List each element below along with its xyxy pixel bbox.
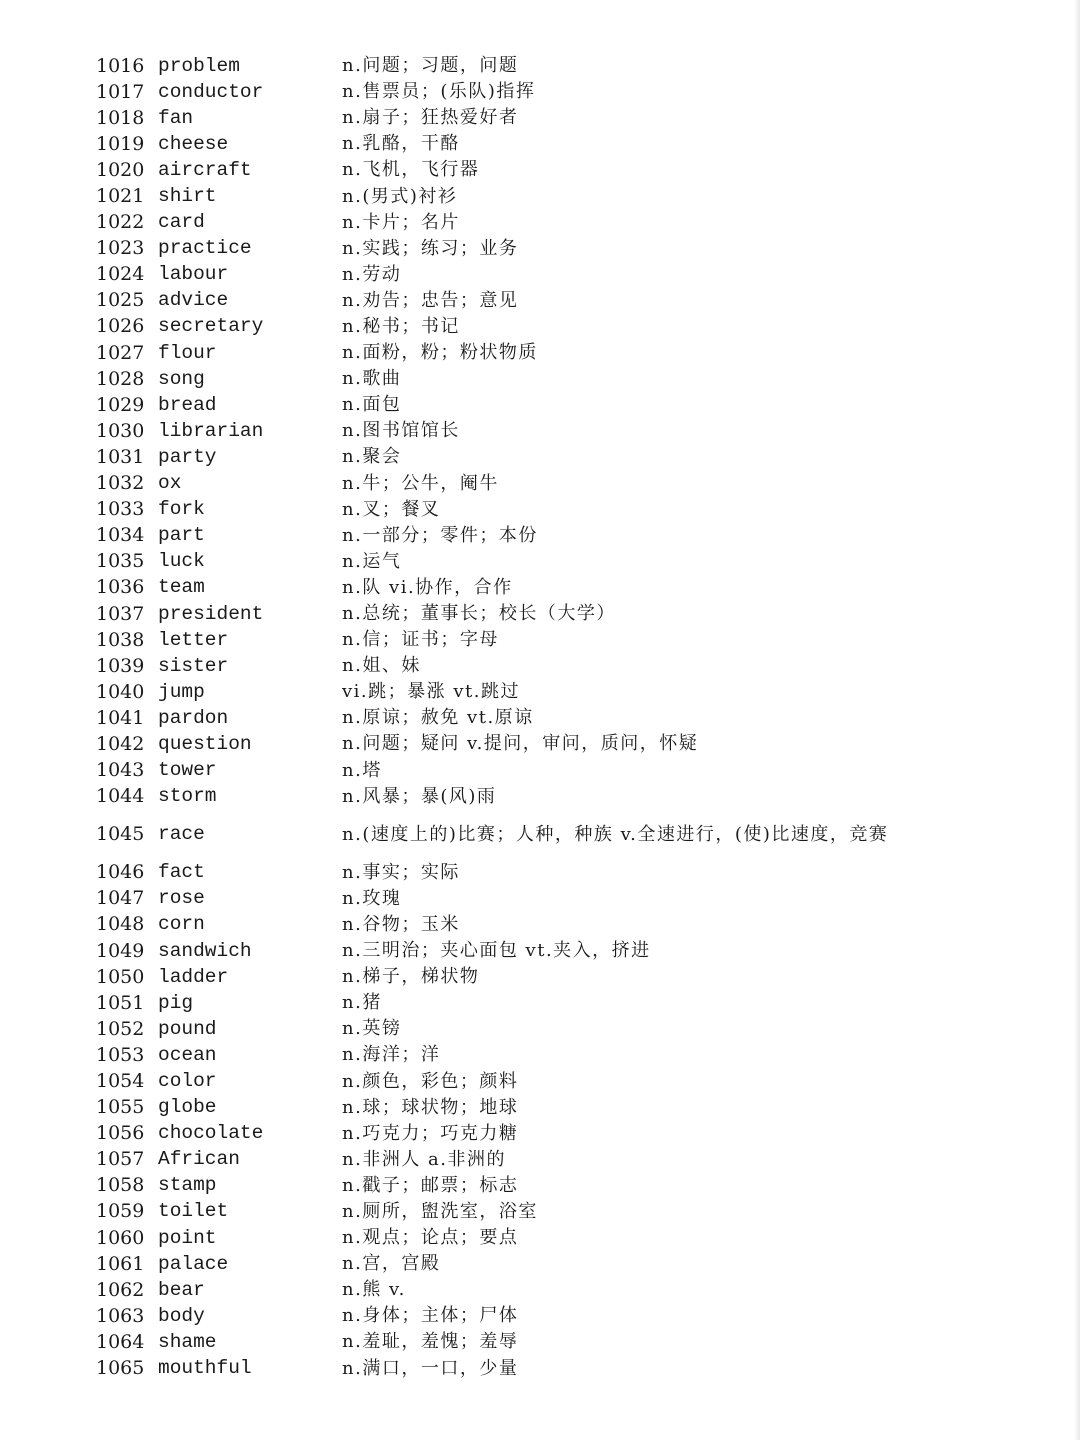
- vocabulary-list: [96, 53, 916, 1382]
- entry-number: 1054: [96, 1070, 145, 1093]
- entry-word: mouthful: [158, 1357, 252, 1380]
- entry-definition: n.实践；练习；业务: [342, 237, 519, 259]
- entry-number: 1019: [96, 132, 145, 155]
- entry-number: 1058: [96, 1174, 145, 1197]
- entry-number: 1051: [96, 991, 145, 1014]
- entry-word: card: [158, 211, 205, 234]
- entry-number: 1057: [96, 1148, 145, 1171]
- entry-number: 1063: [96, 1304, 145, 1327]
- entry-number: 1031: [96, 445, 145, 468]
- entry-number: 1065: [96, 1357, 145, 1380]
- entry-definition: n.巧克力；巧克力糖: [342, 1122, 519, 1144]
- entry-number: 1039: [96, 654, 145, 677]
- vocab-entry-row: [96, 1225, 916, 1251]
- entry-word: secretary: [158, 315, 264, 338]
- vocab-entry-row: [96, 314, 916, 340]
- entry-word: chocolate: [158, 1122, 264, 1145]
- entry-number: 1018: [96, 106, 145, 129]
- vocab-entry-row: [96, 340, 916, 366]
- entry-word: ladder: [158, 965, 229, 988]
- entry-number: 1048: [96, 913, 145, 936]
- entry-definition: n.面包: [342, 394, 402, 416]
- entry-number: 1027: [96, 341, 145, 364]
- entry-word: bread: [158, 393, 217, 416]
- entry-number: 1022: [96, 211, 145, 234]
- vocab-entry-row: [96, 653, 916, 679]
- entry-word: body: [158, 1304, 205, 1327]
- vocab-entry-row: [96, 105, 916, 131]
- entry-number: 1060: [96, 1226, 145, 1249]
- vocab-entry-row: [96, 990, 916, 1016]
- vocab-entry-row: [96, 1068, 916, 1094]
- entry-word: African: [158, 1148, 240, 1171]
- entry-definition: n.扇子；狂热爱好者: [342, 107, 519, 129]
- entry-definition: n.玫瑰: [342, 887, 402, 909]
- entry-number: 1040: [96, 680, 145, 703]
- entry-word: fact: [158, 861, 205, 884]
- entry-word: tower: [158, 759, 217, 782]
- entry-word: cheese: [158, 132, 229, 155]
- entry-number: 1045: [96, 823, 145, 846]
- entry-definition: n.牛；公牛，阉牛: [342, 472, 499, 494]
- entry-number: 1032: [96, 472, 145, 495]
- entry-number: 1035: [96, 550, 145, 573]
- entry-number: 1017: [96, 80, 145, 103]
- vocab-entry-row: [96, 210, 916, 236]
- entry-definition: n.宫，宫殿: [342, 1253, 441, 1275]
- entry-definition: n.面粉，粉；粉状物质: [342, 342, 538, 364]
- entry-definition: n.飞机，飞行器: [342, 159, 480, 181]
- entry-definition: n.身体；主体；尸体: [342, 1305, 519, 1327]
- vocab-entry-row: [96, 731, 916, 757]
- entry-word: party: [158, 445, 217, 468]
- entry-word: toilet: [158, 1200, 229, 1223]
- entry-definition: n.聚会: [342, 446, 402, 468]
- entry-definition: n.(男式)衬衫: [342, 185, 458, 207]
- entry-number: 1026: [96, 315, 145, 338]
- vocab-entry-row: [96, 1199, 916, 1225]
- entry-word: labour: [158, 263, 229, 286]
- entry-definition: n.厕所，盥洗室，浴室: [342, 1200, 538, 1222]
- entry-definition: n.谷物；玉米: [342, 913, 460, 935]
- vocab-entry-row: [96, 418, 916, 444]
- entry-word: librarian: [158, 419, 264, 442]
- entry-number: 1059: [96, 1200, 145, 1223]
- entry-definition: n.信；证书；字母: [342, 629, 499, 651]
- entry-word: conductor: [158, 80, 264, 103]
- entry-number: 1043: [96, 759, 145, 782]
- vocab-entry-row: [96, 1329, 916, 1355]
- entry-definition: n.英镑: [342, 1018, 402, 1040]
- entry-definition: n.猪: [342, 992, 382, 1014]
- entry-definition: n.熊 v.: [342, 1279, 406, 1301]
- entry-word: part: [158, 524, 205, 547]
- entry-definition: vi.跳；暴涨 vt.跳过: [342, 681, 520, 703]
- entry-number: 1020: [96, 158, 145, 181]
- entry-word: globe: [158, 1096, 217, 1119]
- vocab-entry-row: [96, 471, 916, 497]
- entry-number: 1029: [96, 393, 145, 416]
- entry-word: fork: [158, 498, 205, 521]
- entry-number: 1028: [96, 367, 145, 390]
- entry-number: 1036: [96, 576, 145, 599]
- entry-word: bear: [158, 1278, 205, 1301]
- entry-word: point: [158, 1226, 217, 1249]
- entry-definition: n.总统；董事长；校长（大学）: [342, 603, 616, 625]
- entry-word: color: [158, 1070, 217, 1093]
- entry-definition: n.原谅；赦免 vt.原谅: [342, 707, 534, 729]
- vocab-entry-row: [96, 938, 916, 964]
- vocab-entry-row: [96, 705, 916, 731]
- entry-definition: n.问题；习题，问题: [342, 55, 519, 77]
- vocab-entry-row: [96, 1251, 916, 1277]
- entry-number: 1037: [96, 602, 145, 625]
- entry-definition: n.劳动: [342, 263, 402, 285]
- entry-definition: n.售票员；(乐队)指挥: [342, 81, 536, 103]
- vocab-entry-row: [96, 1042, 916, 1068]
- entry-definition: n.风暴；暴(风)雨: [342, 785, 497, 807]
- entry-word: letter: [158, 628, 229, 651]
- entry-number: 1023: [96, 237, 145, 260]
- entry-definition: n.非洲人 a.非洲的: [342, 1148, 506, 1170]
- entry-definition: n.观点；论点；要点: [342, 1227, 519, 1249]
- entry-number: 1046: [96, 861, 145, 884]
- entry-definition: n.图书馆馆长: [342, 420, 460, 442]
- entry-word: shame: [158, 1330, 217, 1353]
- entry-word: ocean: [158, 1043, 217, 1066]
- entry-word: aircraft: [158, 158, 252, 181]
- entry-number: 1024: [96, 263, 145, 286]
- entry-definition: n.(速度上的)比赛；人种，种族 v.全速进行，(使)比速度，竞赛: [342, 823, 889, 845]
- entry-number: 1047: [96, 887, 145, 910]
- vocab-entry-row: [96, 784, 916, 810]
- vocab-entry-row: [96, 627, 916, 653]
- entry-word: president: [158, 602, 264, 625]
- entry-number: 1050: [96, 965, 145, 988]
- vocab-entry-row: [96, 131, 916, 157]
- entry-definition: n.运气: [342, 550, 402, 572]
- entry-number: 1038: [96, 628, 145, 651]
- entry-word: luck: [158, 550, 205, 573]
- entry-number: 1025: [96, 289, 145, 312]
- entry-definition: n.羞耻，羞愧；羞辱: [342, 1331, 519, 1353]
- entry-definition: n.满口，一口，少量: [342, 1357, 519, 1379]
- entry-number: 1053: [96, 1043, 145, 1066]
- entry-number: 1049: [96, 939, 145, 962]
- entry-number: 1052: [96, 1017, 145, 1040]
- vocab-entry-row: [96, 366, 916, 392]
- entry-number: 1044: [96, 785, 145, 808]
- entry-word: stamp: [158, 1174, 217, 1197]
- entry-number: 1062: [96, 1278, 145, 1301]
- entry-word: song: [158, 367, 205, 390]
- entry-word: corn: [158, 913, 205, 936]
- entry-word: race: [158, 823, 205, 846]
- vocab-entry-row: [96, 79, 916, 105]
- vocab-entry-row: [96, 1095, 916, 1121]
- entry-number: 1034: [96, 524, 145, 547]
- entry-definition: n.三明治；夹心面包 vt.夹入，挤进: [342, 940, 651, 962]
- entry-word: sandwich: [158, 939, 252, 962]
- entry-word: fan: [158, 106, 194, 129]
- entry-definition: n.塔: [342, 759, 382, 781]
- vocab-entry-row: [96, 1356, 916, 1382]
- entry-number: 1041: [96, 706, 145, 729]
- entry-word: jump: [158, 680, 205, 703]
- entry-definition: n.海洋；洋: [342, 1044, 441, 1066]
- entry-word: pardon: [158, 706, 229, 729]
- vocab-entry-row: [96, 523, 916, 549]
- entry-word: shirt: [158, 185, 217, 208]
- entry-number: 1056: [96, 1122, 145, 1145]
- entry-definition: n.一部分；零件；本份: [342, 524, 538, 546]
- entry-number: 1016: [96, 54, 145, 77]
- vocab-entry-row: [96, 860, 916, 886]
- vocab-entry-row: [96, 53, 916, 79]
- entry-word: team: [158, 576, 205, 599]
- vocab-entry-row: [96, 679, 916, 705]
- entry-number: 1021: [96, 185, 145, 208]
- vocab-entry-row: [96, 758, 916, 784]
- entry-definition: n.事实；实际: [342, 861, 460, 883]
- vocab-entry-row: [96, 810, 916, 860]
- entry-definition: n.队 vi.协作，合作: [342, 576, 513, 598]
- entry-definition: n.乳酪，干酪: [342, 133, 460, 155]
- entry-word: problem: [158, 54, 240, 77]
- vocab-entry-row: [96, 886, 916, 912]
- entry-definition: n.姐、妹: [342, 655, 421, 677]
- vocab-entry-row: [96, 549, 916, 575]
- vocab-entry-row: [96, 575, 916, 601]
- entry-definition: n.歌曲: [342, 368, 402, 390]
- entry-definition: n.劝告；忠告；意见: [342, 289, 519, 311]
- entry-definition: n.戳子；邮票；标志: [342, 1174, 519, 1196]
- entry-word: sister: [158, 654, 229, 677]
- vocab-entry-row: [96, 1016, 916, 1042]
- vocab-entry-row: [96, 444, 916, 470]
- vocab-entry-row: [96, 497, 916, 523]
- entry-word: question: [158, 732, 252, 755]
- entry-definition: n.梯子，梯状物: [342, 966, 480, 988]
- entry-definition: n.问题；疑问 v.提问，审问，质问，怀疑: [342, 733, 699, 755]
- vocab-entry-row: [96, 1121, 916, 1147]
- vocab-entry-row: [96, 236, 916, 262]
- vocab-entry-row: [96, 1147, 916, 1173]
- entry-number: 1064: [96, 1330, 145, 1353]
- page-edge-shadow: [1074, 0, 1080, 1440]
- vocab-entry-row: [96, 1303, 916, 1329]
- vocab-entry-row: [96, 1277, 916, 1303]
- vocab-entry-row: [96, 157, 916, 183]
- vocab-entry-row: [96, 964, 916, 990]
- entry-word: pound: [158, 1017, 217, 1040]
- vocab-entry-row: [96, 601, 916, 627]
- entry-definition: n.卡片；名片: [342, 211, 460, 233]
- entry-definition: n.颜色，彩色；颜料: [342, 1070, 519, 1092]
- entry-word: rose: [158, 887, 205, 910]
- entry-number: 1030: [96, 419, 145, 442]
- entry-word: palace: [158, 1252, 229, 1275]
- entry-number: 1055: [96, 1096, 145, 1119]
- entry-word: advice: [158, 289, 229, 312]
- entry-definition: n.秘书；书记: [342, 315, 460, 337]
- entry-word: practice: [158, 237, 252, 260]
- entry-number: 1033: [96, 498, 145, 521]
- vocab-entry-row: [96, 183, 916, 209]
- entry-word: pig: [158, 991, 194, 1014]
- entry-word: flour: [158, 341, 217, 364]
- entry-word: storm: [158, 785, 217, 808]
- vocab-entry-row: [96, 1173, 916, 1199]
- entry-definition: n.叉；餐叉: [342, 498, 441, 520]
- vocab-entry-row: [96, 912, 916, 938]
- entry-word: ox: [158, 472, 182, 495]
- vocab-entry-row: [96, 288, 916, 314]
- vocab-entry-row: [96, 392, 916, 418]
- entry-number: 1042: [96, 732, 145, 755]
- entry-definition: n.球；球状物；地球: [342, 1096, 519, 1118]
- entry-number: 1061: [96, 1252, 145, 1275]
- vocab-entry-row: [96, 262, 916, 288]
